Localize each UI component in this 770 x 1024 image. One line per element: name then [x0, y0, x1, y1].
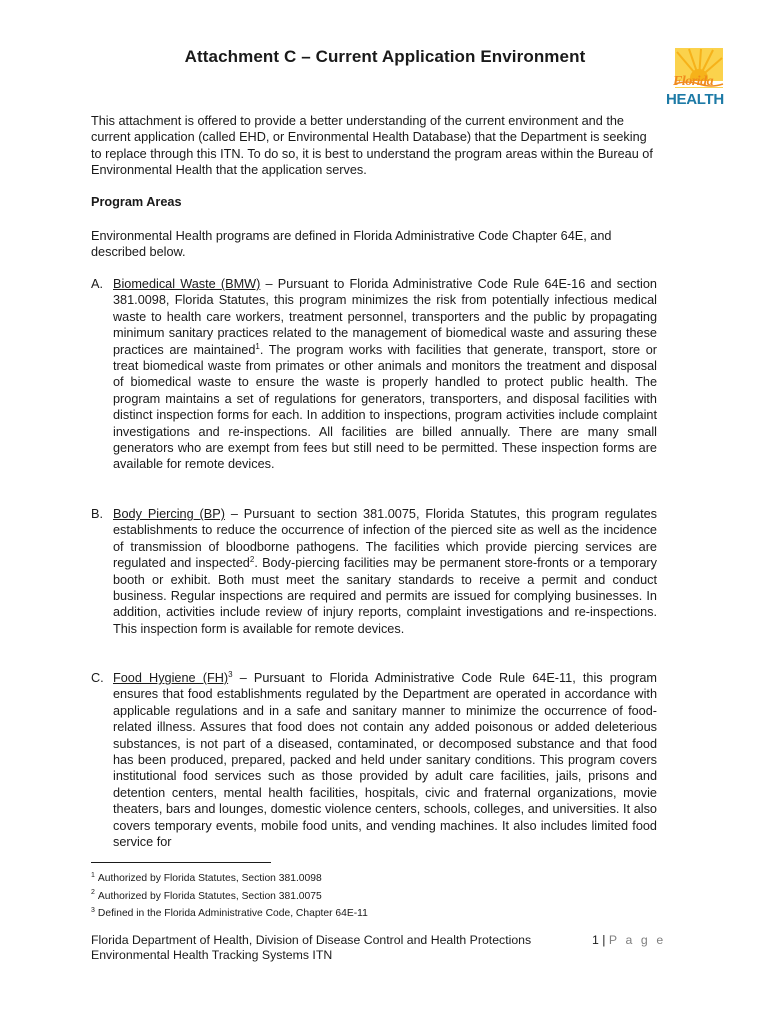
logo-text-health: HEALTH: [666, 91, 724, 108]
intro-paragraph: This attachment is offered to provide a better understanding of the current environment and the current application (called EHD, or Environmental Health Database) that the Department is seeking to replace through this ITN. To do so, it is best to understand the program areas within the Bureau of Environmental Health that the application serves.: [91, 114, 653, 178]
program-term: Biomedical Waste (BMW): [113, 277, 261, 291]
footnote: [91, 870, 368, 888]
program-text: . Body-piercing facilities may be permanent store-fronts or a temporary booth or exhibit. Both must meet the sanitary standards to receive a permit and conduct business. Regular inspections are required and permits are issued for complying businesses. In addition, activities include review of injury reports, complaint investigations and re-inspections. This inspection form is available for remote devices.: [113, 556, 657, 636]
page-separator: |: [598, 933, 609, 947]
page-number-value: 1: [592, 933, 599, 947]
program-item-body-piercing: [91, 506, 657, 637]
footnote-divider: [91, 862, 271, 863]
program-text: – Pursuant to Florida Administrative Code Rule 64E-11, this program ensures that food establishments regulated by the Department are operated in accordance with applicable regulations and in a safe and sanitary manner to minimize the occurrence of food-related illness. Assures that food does not contain any added poisonous or added deleterious substances, is not part of a diseased, contaminated, or decomposed substance and that food has been produced, prepared, packed and held under sanitary conditions. This program covers institutional food services such as those provided by adult care facilities, jails, prisons and detention centers, mental health facilities, hospitals, civic and fraternal organizations, movie theaters, bars and lounges, domestic violence centers, schools, colleges, and universities. It also covers temporary events, mobile food units, and vending machines. It also includes limited food service for: [113, 671, 657, 850]
footnote: [91, 888, 368, 906]
program-term: Body Piercing (BP): [113, 507, 225, 521]
footnote-text: Authorized by Florida Statutes, Section 381.0075: [97, 890, 322, 902]
list-marker: C.: [91, 671, 104, 685]
program-term: Food Hygiene (FH): [113, 671, 229, 685]
footnotes: [91, 870, 368, 923]
program-text: . The program works with facilities that generate, transport, store or treat biomedical waste from primates or other animals and monitors the treatment and disposal of biomedical waste to ensure the waste is properly handled to protect public health. The program maintains a set of regulations for generators, transporters, and disposal facilities with distinct inspection forms for each. In addition to inspections, program activities include complaint investigations and re-inspections. All facilities are billed annually. There are many small generators who are exempt from fees but still need to be permitted. These inspection forms are available for remote devices.: [113, 342, 657, 472]
program-areas-heading: Program Areas: [91, 195, 182, 209]
logo-text-florida: Florida: [673, 74, 714, 89]
program-text: – Pursuant to section 381.0075, Florida Statutes, this program regulates establishments to reduce the occurrence of infection of the pierced site as well as the incidence of transmission of bloodborne pathogens. The facilities which provide piercing services are regulated and inspected: [113, 507, 657, 571]
program-item-biomedical-waste: [91, 276, 657, 473]
program-text: – Pursuant to Florida Administrative Code Rule 64E-16 and section 381.0098, Florida Statutes, this program minimizes the risk from potentially infectious medical waste to health care workers, treatment personnel, transporters and the public by propagating minimum sanitary practices related to the management of biomedical waste and assuring these practices are maintained: [113, 277, 657, 357]
footer-line-2: Environmental Health Tracking Systems ITN: [91, 948, 333, 962]
page-label: P a g e: [608, 933, 666, 947]
footnote-text: Defined in the Florida Administrative Code, Chapter 64E-11: [97, 908, 368, 919]
florida-health-logo: [663, 48, 727, 112]
list-marker: A.: [91, 277, 103, 291]
page-footer: [91, 933, 531, 963]
footnote-text: Authorized by Florida Statutes, Section 381.0098: [97, 873, 322, 884]
footnote-ref: 3: [228, 669, 233, 679]
programs-definition-paragraph: Environmental Health programs are defined in Florida Administrative Code Chapter 64E, and described below.: [91, 229, 612, 260]
footnote-ref: 2: [249, 554, 255, 564]
footnote-number: 2: [91, 889, 95, 897]
page-title: Attachment C – Current Application Environment: [184, 47, 586, 66]
program-item-content: [113, 506, 657, 637]
list-marker: B.: [91, 507, 103, 521]
program-item-content: [113, 276, 657, 473]
footer-line-1: Florida Department of Health, Division of Disease Control and Health Protections: [91, 933, 532, 947]
footnote-number: 3: [91, 906, 95, 914]
page-number: [592, 933, 666, 948]
footnote-number: 1: [91, 871, 95, 879]
footnote: [91, 905, 368, 923]
program-item-content: [113, 670, 657, 850]
program-item-food-hygiene: [91, 670, 657, 850]
footnote-ref: 1: [255, 341, 260, 351]
